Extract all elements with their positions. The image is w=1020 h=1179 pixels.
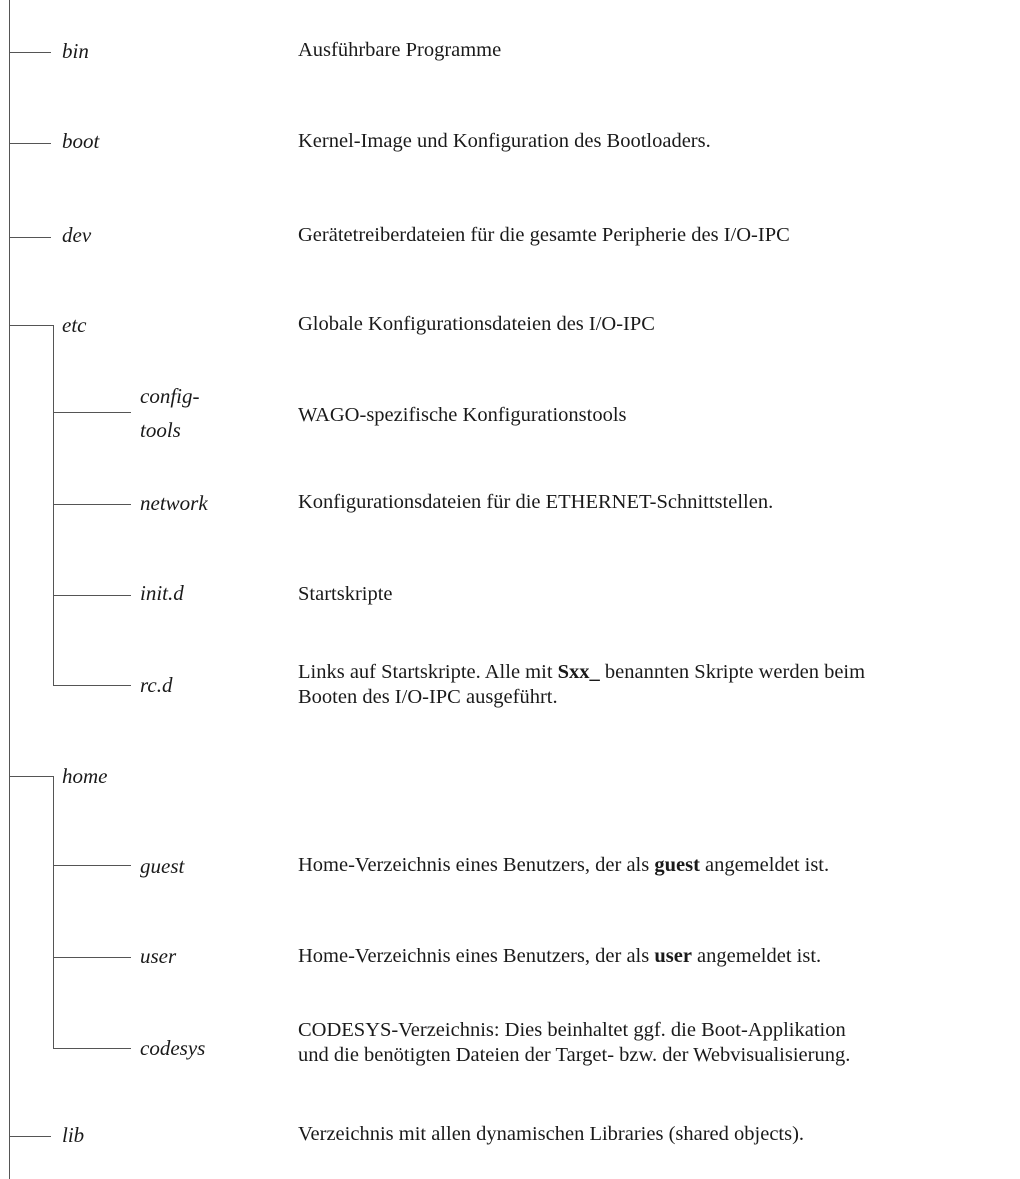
desc-config-tools: WAGO-spezifische Konfigurationstools bbox=[298, 404, 627, 426]
dir-name-boot: boot bbox=[62, 129, 100, 153]
desc-rcd-line1: Links auf Startskripte. Alle mit Sxx_ benannten Skripte werden beim bbox=[298, 661, 866, 683]
desc-rcd-line2: Booten des I/O-IPC ausgeführt. bbox=[298, 686, 558, 708]
root-trunk-line bbox=[9, 0, 10, 1179]
connector-config-tools bbox=[53, 412, 131, 413]
dir-name-codesys: codesys bbox=[140, 1036, 206, 1060]
dir-name-bin: bin bbox=[62, 39, 89, 63]
desc-codesys bbox=[298, 1018, 850, 1068]
connector-guest bbox=[53, 865, 131, 866]
connector-home bbox=[9, 776, 53, 777]
connector-rcd bbox=[53, 685, 131, 686]
user-highlight: user bbox=[654, 945, 692, 967]
dir-name-config-tools-line1: config- bbox=[140, 384, 200, 408]
connector-boot bbox=[9, 143, 51, 144]
desc-network: Konfigurationsdateien für die ETHERNET-Schnittstellen. bbox=[298, 491, 774, 513]
desc-dev: Gerätetreiberdateien für die gesamte Peripherie des I/O-IPC bbox=[298, 224, 790, 246]
desc-codesys-line2: und die benötigten Dateien der Target- bzw. der Webvisualisierung. bbox=[298, 1044, 851, 1066]
dir-name-config-tools-line2: tools bbox=[140, 418, 181, 442]
dir-name-dev: dev bbox=[62, 223, 92, 247]
dir-name-initd: init.d bbox=[140, 581, 184, 605]
connector-lib bbox=[9, 1136, 51, 1137]
desc-lib: Verzeichnis mit allen dynamischen Libraries (shared objects). bbox=[298, 1123, 805, 1145]
dir-name-guest: guest bbox=[140, 854, 185, 878]
desc-bin: Ausführbare Programme bbox=[298, 39, 502, 61]
desc-rcd bbox=[298, 660, 865, 710]
home-branch-line bbox=[53, 776, 54, 1048]
guest-highlight: guest bbox=[654, 854, 700, 876]
desc-etc: Globale Konfigurationsdateien des I/O-IPC bbox=[298, 313, 655, 335]
desc-guest: Home-Verzeichnis eines Benutzers, der als guest angemeldet ist. bbox=[298, 854, 830, 876]
desc-boot: Kernel-Image und Konfiguration des Bootloaders. bbox=[298, 130, 711, 152]
dir-name-etc: etc bbox=[62, 313, 87, 337]
connector-user bbox=[53, 957, 131, 958]
desc-initd: Startskripte bbox=[298, 583, 393, 605]
dir-name-network: network bbox=[140, 491, 208, 515]
connector-network bbox=[53, 504, 131, 505]
connector-initd bbox=[53, 595, 131, 596]
connector-bin bbox=[9, 52, 51, 53]
connector-codesys bbox=[53, 1048, 131, 1049]
connector-etc bbox=[9, 325, 53, 326]
etc-branch-line bbox=[53, 325, 54, 685]
desc-user: Home-Verzeichnis eines Benutzers, der als user angemeldet ist. bbox=[298, 945, 822, 967]
connector-dev bbox=[9, 237, 51, 238]
dir-name-user: user bbox=[140, 944, 177, 968]
desc-codesys-line1: CODESYS-Verzeichnis: Dies beinhaltet ggf. die Boot-Applikation bbox=[298, 1019, 846, 1041]
script-prefix-highlight: Sxx_ bbox=[557, 661, 600, 683]
dir-name-lib: lib bbox=[62, 1123, 85, 1147]
dir-name-rcd: rc.d bbox=[140, 673, 173, 697]
dir-name-home: home bbox=[62, 764, 108, 788]
